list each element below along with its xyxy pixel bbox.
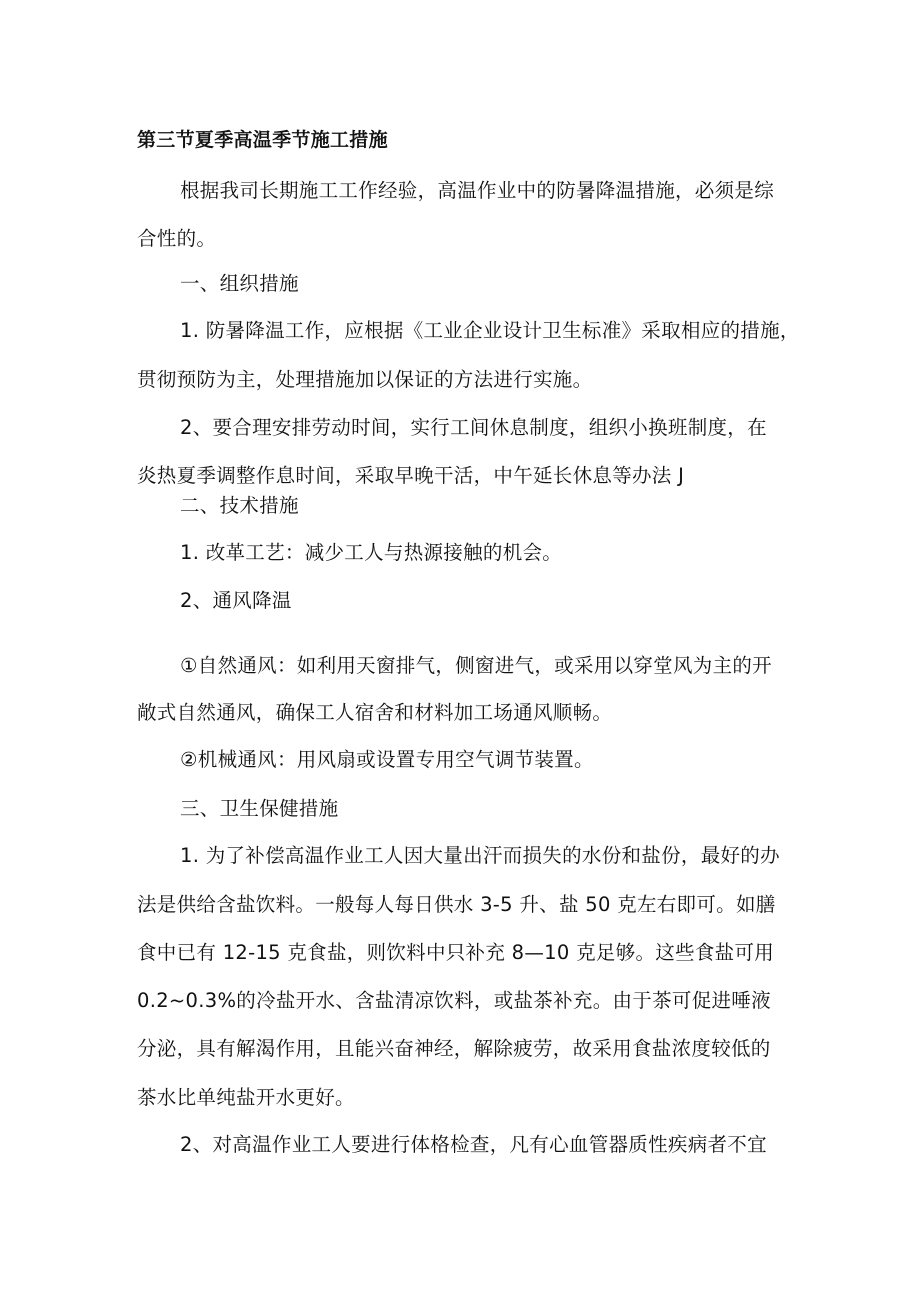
part3-item1-line6: 茶水比单纯盐开水更好。 — [137, 1086, 355, 1109]
part3-item1-line2: 法是供给含盐饮料。一般每人每日供水 3-5 升、盐 50 克左右即可。如膳 — [137, 893, 776, 916]
part3-item1-line3: 食中已有 12-15 克食盐，则饮料中只补充 8—10 克足够。这些食盐可用 — [137, 941, 775, 964]
part2-sub1-line2: 敞式自然通风，确保工人宿舍和材料加工场通风顺畅。 — [137, 701, 613, 724]
part1-heading: 一、组织措施 — [180, 272, 299, 295]
part2-sub2: ②机械通风：用风扇或设置专用空气调节装置。 — [180, 748, 594, 771]
part2-sub1-line1: ①自然通风：如利用天窗排气，侧窗进气，或采用以穿堂风为主的开 — [180, 654, 772, 677]
section-title: 第三节夏季高温季节施工措施 — [137, 129, 388, 151]
intro-line-1: 根据我司长期施工工作经验，高温作业中的防暑降温措施，必须是综 — [180, 179, 775, 202]
part1-item1-line1: 1. 防暑降温工作，应根据《工业企业设计卫生标准》采取相应的措施， — [180, 319, 800, 342]
part3-item1-line5: 分泌，具有解渴作用，且能兴奋神经，解除疲劳，故采用食盐浓度较低的 — [137, 1037, 771, 1060]
part2-item1: 1. 改革工艺：减少工人与热源接触的机会。 — [180, 541, 563, 564]
part3-heading: 三、卫生保健措施 — [180, 797, 339, 820]
part3-item2-line1: 2、对高温作业工人要进行体格检查，凡有心血管器质性疾病者不宜 — [180, 1133, 767, 1156]
part2-heading: 二、技术措施 — [180, 494, 299, 517]
intro-line-2: 合性的。 — [137, 227, 217, 250]
part1-item1-line2: 贯彻预防为主，处理措施加以保证的方法进行实施。 — [137, 368, 593, 391]
part3-item1-line4: 0.2~0.3%的冷盐开水、含盐清凉饮料，或盐茶补充。由于茶可促进唾液 — [137, 989, 771, 1012]
part1-item2-line1: 2、要合理安排劳动时间，实行工间休息制度，组织小换班制度，在 — [180, 416, 767, 439]
part1-item2-line2: 炎热夏季调整作息时间，采取早晚干活，中午延长休息等办法 J — [137, 464, 685, 487]
part3-item1-line1: 1. 为了补偿高温作业工人因大量出汗而损失的水份和盐份，最好的办 — [180, 844, 780, 867]
part2-item2: 2、通风降温 — [180, 589, 292, 612]
